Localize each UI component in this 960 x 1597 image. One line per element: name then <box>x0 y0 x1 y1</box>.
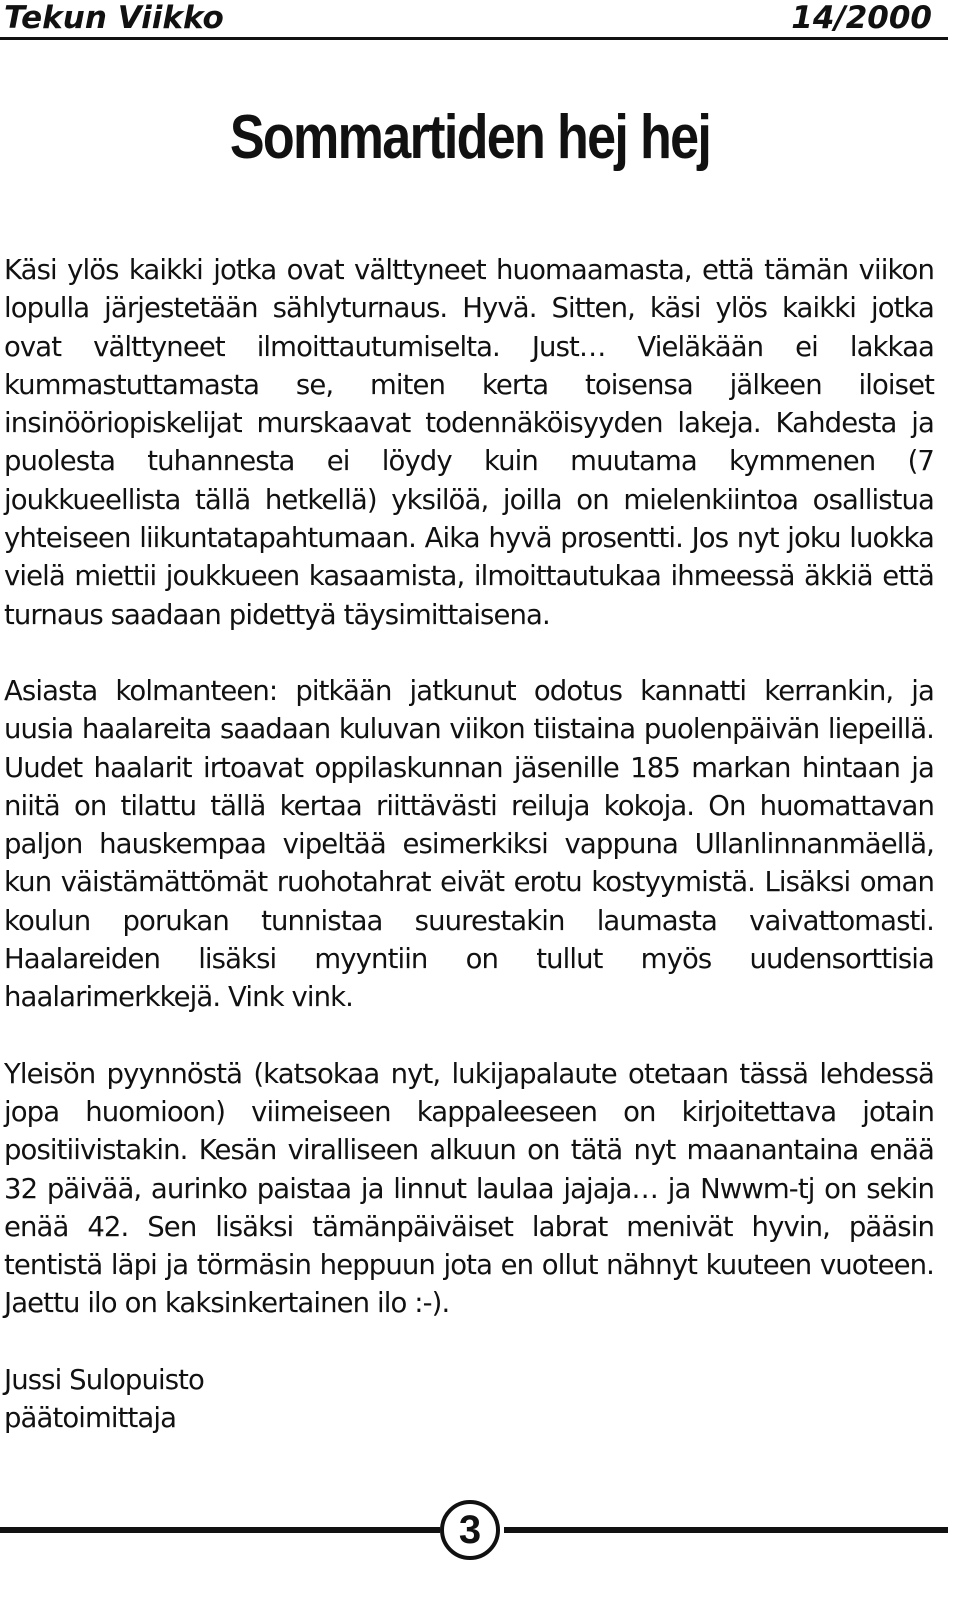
page-number-badge: 3 <box>440 1500 500 1560</box>
article-paragraph-3: Yleisön pyynnöstä (katsokaa nyt, lukijapalaute otetaan tässä lehdessä jopa huomioon) viimeiseen kappaleeseen on kirjoitettava jotain positiivistakin. Kesän viralliseen alkuun on tätä nyt maanantaina enää 32 päivää, aurinko paistaa ja linnut laulaa jajaja… ja Nwwm-tj on sekin enää 42. Sen lisäksi tämänpäiväiset labrat menivät hyvin, pääsin tentistä läpi ja törmäsin heppuun jota en ollut nähnyt kuuteen vuoteen. Jaettu ilo on kaksinkertainen ilo :-). <box>4 1057 934 1320</box>
article-body <box>4 251 934 1437</box>
article-title: Sommartiden hej hej <box>229 103 711 172</box>
publication-name: Tekun Viikko <box>4 0 224 36</box>
author-name: Jussi Sulopuisto <box>4 1363 204 1396</box>
author-role: päätoimittaja <box>4 1402 177 1435</box>
page-footer <box>0 1500 960 1570</box>
page-header <box>0 0 960 40</box>
footer-divider-left <box>0 1527 440 1533</box>
article-paragraph-2: Asiasta kolmanteen: pitkään jatkunut odotus kannatti kerrankin, ja uusia haalareita saadaan kuluvan viikon tiistaina puolenpäivän liepeillä. Uudet haalarit irtoavat oppilaskunnan jäsenille 185 markan hintaan ja niitä on tilattu tällä kertaa riittävästi reiluja kokoja. On huomattavan paljon hauskempaa vipeltää esimerkiksi vappuna Ullanlinnanmäellä, kun väistämättömät ruohotahrat eivät erotu kostyymistä. Lisäksi oman koulun porukan tunnistaa suurestakin laumasta vaivattomasti. Haalareiden lisäksi myyntiin on tullut myös uudensorttisia haalarimerkkejä. Vink vink. <box>4 674 934 1014</box>
header-divider <box>0 37 948 40</box>
footer-divider-right <box>504 1527 948 1533</box>
issue-number: 14/2000 <box>791 0 932 36</box>
signature <box>4 1361 934 1438</box>
article-paragraph-1: Käsi ylös kaikki jotka ovat välttyneet huomaamasta, että tämän viikon lopulla järjestetään sählyturnaus. Hyvä. Sitten, käsi ylös kaikki jotka ovat välttyneet ilmoittautumiselta. Just… Vieläkään ei lakkaa kummastuttamasta se, miten kerta toisensa jälkeen iloiset insinööriopiskelijat murskaavat todennäköisyyden lakeja. Kahdesta ja puolesta tuhannesta ei löydy kuin muutama kymmenen (7 joukkueellista tällä hetkellä) yksilöä, joilla on mielenkiintoa osallistua yhteiseen liikuntatapahtumaan. Aika hyvä prosentti. Jos nyt joku luokka vielä miettii joukkueen kasaamista, ilmoittautukaa ihmeessä äkkiä että turnaus saadaan pidettyä täysimittaisena. <box>4 254 934 631</box>
